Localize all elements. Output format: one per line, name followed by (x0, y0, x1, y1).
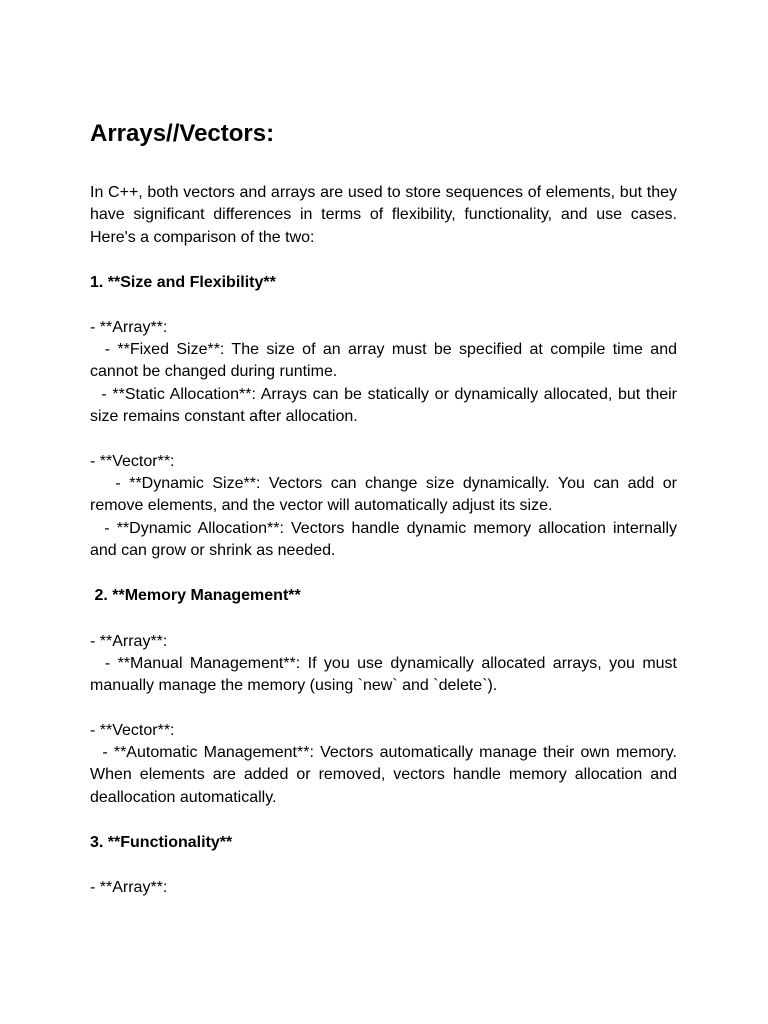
list-item-manual-management: - **Manual Management**: If you use dynamically allocated arrays, you must manually manage the memory (using `new` and `delete`). (90, 655, 682, 695)
list-item-dynamic-allocation: - **Dynamic Allocation**: Vectors handle dynamic memory allocation internally and can grow or shrink as needed. (90, 520, 682, 560)
section-heading-functionality: 3. **Functionality** (90, 834, 233, 851)
list-item-static-allocation: - **Static Allocation**: Arrays can be statically or dynamically allocated, but their size remains constant after allocation. (90, 386, 682, 426)
list-item-dynamic-size: - **Dynamic Size**: Vectors can change size dynamically. You can add or remove elements, and the vector will automatically adjust its size. (90, 475, 682, 515)
array-label: - **Array**: (90, 879, 168, 896)
vector-label: - **Vector**: (90, 722, 175, 739)
array-label: - **Array**: (90, 633, 168, 650)
section-heading-memory-management: 2. **Memory Management** (90, 587, 301, 604)
array-label: - **Array**: (90, 319, 168, 336)
section-heading-size-flexibility: 1. **Size and Flexibility** (90, 274, 276, 291)
list-item-automatic-management: - **Automatic Management**: Vectors automatically manage their own memory. When elements are added or removed, vectors handle memory allocation and deallocation automatically. (90, 744, 682, 806)
list-item-fixed-size: - **Fixed Size**: The size of an array must be specified at compile time and cannot be changed during runtime. (90, 341, 682, 381)
intro-paragraph: In C++, both vectors and arrays are used to store sequences of elements, but they have significant differences in terms of flexibility, functionality, and use cases. Here's a comparison of the two: (90, 184, 677, 246)
document-title: Arrays//Vectors: (90, 120, 275, 147)
vector-label: - **Vector**: (90, 453, 175, 470)
